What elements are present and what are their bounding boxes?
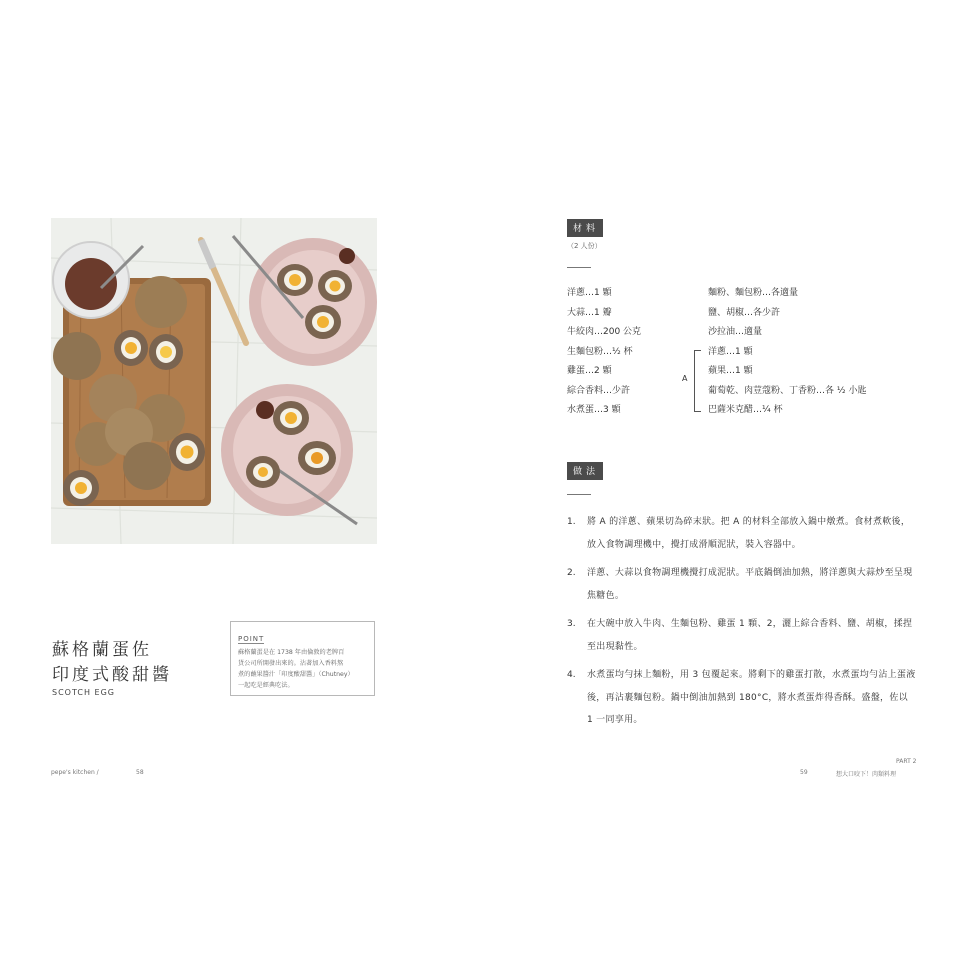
step-item	[567, 664, 917, 732]
step-item	[567, 511, 917, 556]
food-photo	[51, 218, 377, 544]
point-line: 煮的蘸果醬汁「印度酸甜醬」（Chutney）	[238, 671, 354, 678]
divider	[567, 494, 591, 495]
ingredient-item: 巴薩米克醋…¼ 杯	[708, 405, 783, 415]
page-number-left: 58	[136, 769, 144, 776]
ingredient-item: 綜合香料…少許	[567, 385, 631, 396]
ingredient-list-main	[567, 284, 641, 421]
step-item	[567, 613, 917, 658]
ingredient-item: 蘋果…1 顆	[708, 366, 753, 376]
point-line: 蘇格蘭蛋是在 1738 年由倫敦的老牌百	[238, 649, 345, 656]
ingredient-item: 洋蔥…1 顆	[567, 288, 612, 298]
step-number: 2.	[567, 568, 576, 578]
step-number: 1.	[567, 517, 576, 527]
ingredient-item: 洋蔥…1 顆	[708, 346, 753, 357]
step-number: 3.	[567, 619, 576, 629]
recipe-title-en: SCOTCH EGG	[52, 688, 115, 697]
point-heading: POINT	[238, 635, 265, 643]
ingredient-item: 葡萄乾、肉荳蔻粉、丁香粉…各 ½ 小匙	[708, 385, 867, 396]
step-text: 洋蔥、大蒜以食物調理機攪打成泥狀。平底鍋倒油加熱，將洋蔥與大蒜炒至呈現焦糖色。	[587, 568, 913, 601]
method-heading: 做法	[567, 462, 603, 480]
page-number-right: 59	[800, 769, 808, 776]
divider	[567, 267, 591, 268]
step-item	[567, 562, 917, 607]
materials-heading: 材料	[567, 219, 603, 237]
ingredient-item: 鹽、胡椒…各少許	[708, 307, 781, 318]
step-text: 在大碗中放入牛肉、生麵包粉、雞蛋 1 顆、2，灑上綜合香料、鹽、胡椒，揉捏至出現黏性。	[587, 619, 913, 652]
title-line-2: 印度式酸甜醬	[52, 665, 172, 685]
ingredient-item: 牛絞肉…200 公克	[567, 327, 642, 337]
part-label: PART 2	[896, 758, 917, 765]
footer-brand: pepe's kitchen /	[51, 769, 99, 776]
point-line: 一起吃是經典吃法。	[238, 682, 294, 689]
chapter-label: 想大口咬下！肉類料理	[836, 771, 897, 778]
point-text	[238, 647, 367, 691]
step-number: 4.	[567, 670, 576, 680]
ingredient-list-secondary	[708, 284, 866, 421]
step-text: 水煮蛋均勻抹上麵粉，用 3 包覆起來。將剩下的雞蛋打散，水煮蛋均勻沾上蛋液後，再沾裹麵包粉。鍋中倒油加熱到 180°C，將水煮蛋炸得香酥。盛盤，佐以 1 一同享用。	[587, 670, 916, 725]
step-text: 將 A 的洋蔥、蘋果切為碎末狀。把 A 的材料全部放入鍋中燉煮。食材煮軟後，放入食物調理機中，攪打成滑順泥狀，裝入容器中。	[587, 517, 911, 550]
ingredient-item: 沙拉油…適量	[708, 327, 763, 337]
ingredient-item: 麵粉、麵包粉…各適量	[708, 288, 799, 298]
ingredient-item: 生麵包粉…½ 杯	[567, 346, 633, 357]
point-line: 貨公司所開發出來的。沾著加入香料熬	[238, 660, 344, 667]
group-label: A	[682, 374, 688, 383]
ingredient-item: 雞蛋…2 顆	[567, 366, 612, 376]
servings-note: （2 人份）	[567, 242, 602, 250]
title-line-1: 蘇格蘭蛋佐	[52, 640, 152, 660]
ingredient-item: 水煮蛋…3 顆	[567, 405, 621, 415]
group-bracket	[694, 350, 701, 412]
recipe-title-zh	[52, 638, 172, 688]
point-note-box	[230, 621, 375, 696]
ingredient-item: 大蒜…1 瓣	[567, 307, 612, 318]
method-steps	[567, 511, 917, 738]
